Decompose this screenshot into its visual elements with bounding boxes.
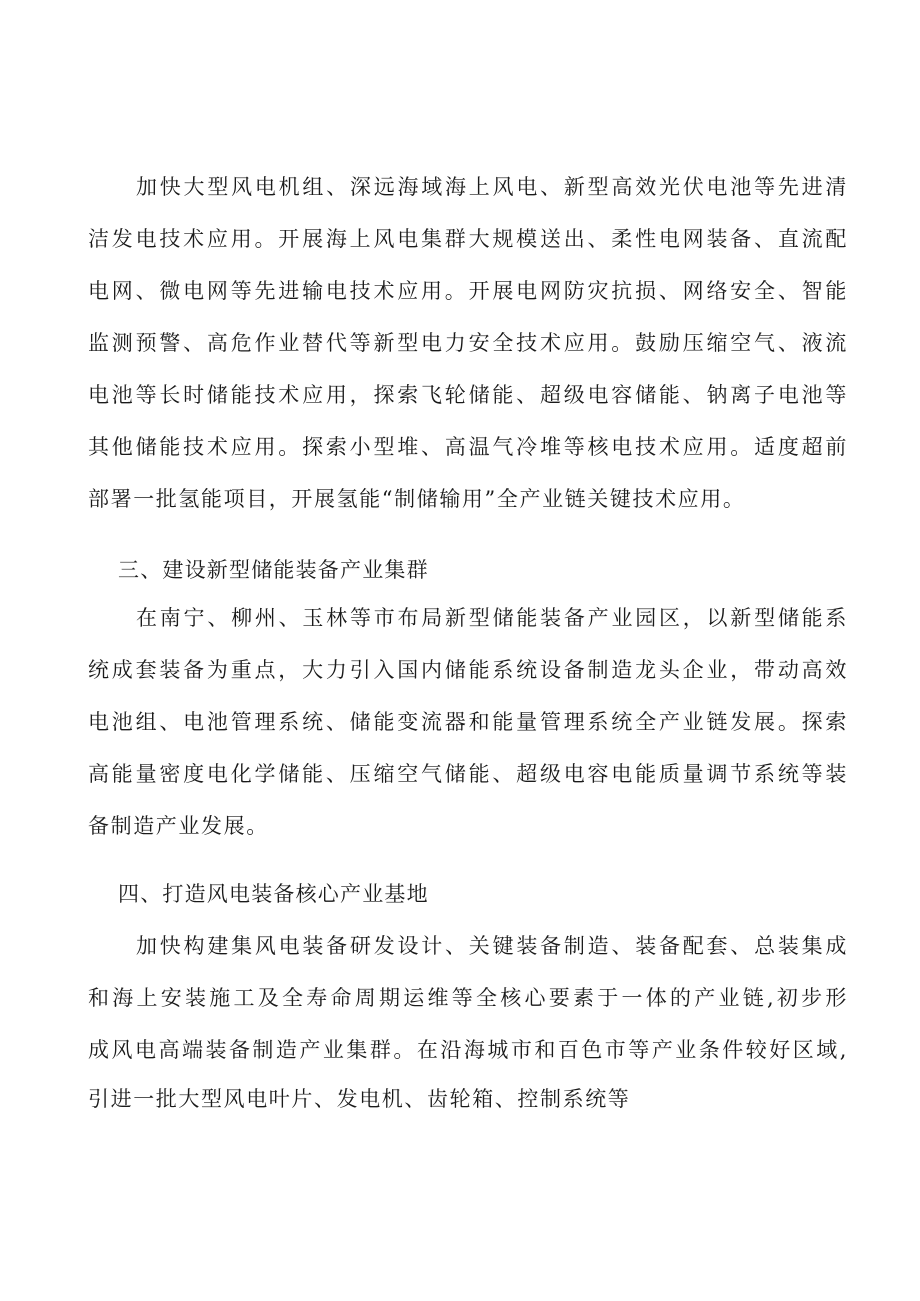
paragraph-1-line-4: 监测预警、高危作业替代等新型电力安全技术应用。鼓励压缩空气、液流: [88, 331, 848, 355]
paragraph-1-line-5: 电池等长时储能技术应用，探索飞轮储能、超级电容储能、钠离子电池等: [88, 383, 848, 407]
paragraph-1-line-2: 洁发电技术应用。开展海上风电集群大规模送出、柔性电网装备、直流配: [88, 227, 848, 251]
paragraph-1-line-3: 电网、微电网等先进输电技术应用。开展电网防灾抗损、网络安全、智能: [88, 279, 848, 303]
section-3-line-2: 统成套装备为重点，大力引入国内储能系统设备制造龙头企业，带动高效: [88, 658, 848, 682]
section-3-line-3: 电池组、电池管理系统、储能变流器和能量管理系统全产业链发展。探索: [88, 710, 848, 734]
section-4-heading: 四、打造风电装备核心产业基地: [118, 882, 429, 906]
section-3-line-4: 高能量密度电化学储能、压缩空气储能、超级电容电能质量调节系统等装: [88, 762, 848, 786]
section-3-heading: 三、建设新型储能装备产业集群: [118, 558, 429, 582]
section-3-line-5: 备制造产业发展。: [88, 814, 269, 838]
section-4-line-4: 引进一批大型风电叶片、发电机、齿轮箱、控制系统等: [88, 1087, 631, 1111]
section-4-line-3: 成风电高端装备制造产业集群。在沿海城市和百色市等产业条件较好区域,: [88, 1038, 848, 1062]
section-4-line-1: 加快构建集风电装备研发设计、关键装备制造、装备配套、总装集成: [136, 934, 848, 958]
paragraph-1-line-6: 其他储能技术应用。探索小型堆、高温气冷堆等核电技术应用。适度超前: [88, 435, 848, 459]
section-3-line-1: 在南宁、柳州、玉林等市布局新型储能装备产业园区，以新型储能系: [136, 606, 848, 630]
paragraph-1-line-1: 加快大型风电机组、深远海域海上风电、新型高效光伏电池等先进清: [136, 175, 848, 199]
paragraph-1-line-7: 部署一批氢能项目，开展氢能“制储输用”全产业链关键技术应用。: [88, 487, 746, 511]
section-4-line-2: 和海上安装施工及全寿命周期运维等全核心要素于一体的产业链,初步形: [88, 986, 848, 1010]
